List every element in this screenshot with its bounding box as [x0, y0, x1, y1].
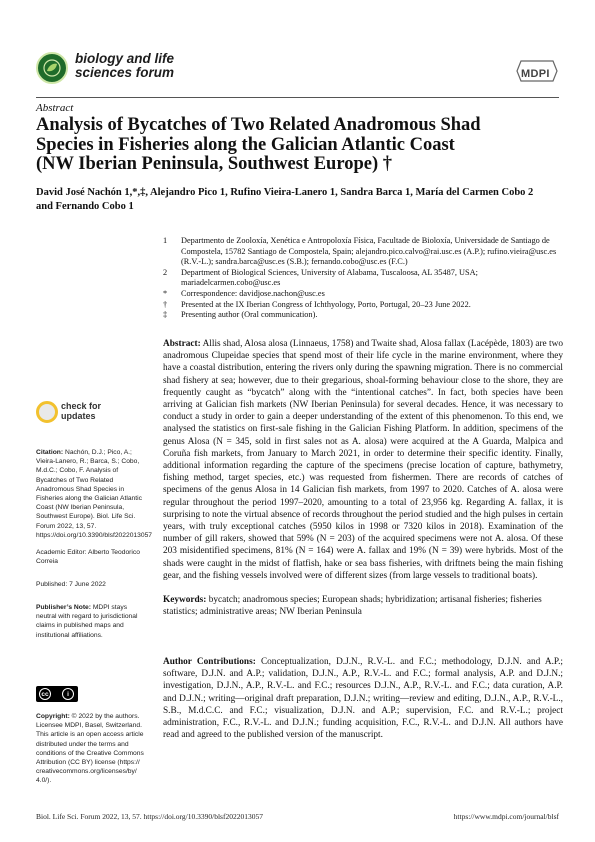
header-divider [36, 97, 559, 98]
attribution-icon: i [62, 688, 74, 700]
authors-line-1: David José Nachón 1,*,‡, Alejandro Pico 1, Rufino Vieira-Lanero 1, Sandra Barca 1, María del Carmen Cobo 2 [36, 187, 534, 198]
author-contributions [163, 656, 563, 741]
cc-by-license-badge[interactable] [36, 686, 78, 702]
affiliations [163, 236, 563, 321]
contributions-text: Conceptualization, D.J.N., R.V.-L. and F.C.; methodology, D.J.N. and A.P.; software, D.J.N. and A.P.; validation, D.J.N., A.P., R.V.-L. and F.C.; formal analysis, A.P. and D.J.N.; investigation, D.J.N., A.P., R.V.-L. and F.C.; resources D.J.N., A.P., R.V.-L. and F.C.; data curation, A.P. and D.J.N.; writing—original draft preparation, D.J.N.; writing—review and editing, D.J.N., A.P., R.V.-L., S.B., M.d.C.C. and F.C.; visualization, D.J.N. and A.P.; supervision, F.C. and R.V.-L.; project administration, F.C., R.V.-L. and D.J.N.; funding acquisition, F.C., R.V.-L. and D.J.N. All authors have read and agreed to the published version of the manuscript. [163, 657, 563, 741]
authors-line-2: and Fernando Cobo 1 [36, 201, 134, 212]
citation-text: Nachón, D.J.; Pico, A.; Vieira-Lanero, R.; Barca, S.; Cobo, M.d.C.; Cobo, F. Analysis of Bycatches of Two Related Anadromous Shad Species in Fisheries along the Galician Atlantic Coast (NW Iberian Peninsula, Southwest Europe). Biol. Life Sci. Forum 2022, 13, 57. https://doi.org/10.3390/blsf2022013057 [36, 449, 153, 539]
copyright [36, 712, 144, 786]
article-title: Analysis of Bycatches of Two Related Anadromous Shad Species in Fisheries along the Galician Atlantic Coast (NW Iberian Peninsula, Southwest Europe) † [36, 115, 481, 174]
check-updates-link[interactable]: check for updates [61, 401, 102, 421]
affiliation-mark: † [163, 299, 168, 309]
affiliation-mark: 2 [163, 267, 168, 277]
affiliation-mark: * [163, 288, 168, 298]
publisher-note-text: MDPI stays neutral with regard to jurisdictional claims in published maps and institutional affiliations. [36, 604, 138, 639]
keywords [163, 594, 563, 618]
affiliation-item [163, 300, 563, 311]
abstract [163, 338, 563, 582]
affiliation-item [163, 310, 563, 321]
affiliation-item [163, 236, 563, 268]
journal-name: biology and life sciences forum [75, 51, 175, 80]
academic-editor: Academic Editor: Alberto Teodorico Correia [36, 549, 140, 566]
affiliation-mark: 1 [163, 236, 168, 245]
publisher-note-label: Publisher’s Note: [36, 604, 91, 611]
keywords-label: Keywords: [163, 595, 207, 605]
abstract-text: Allis shad, Alosa alosa (Linnaeus, 1758) and Twaite shad, Alosa fallax (Lacépède, 1803) are two anadromous Clupeidae species that spend most of their life cycle in the marine environment, where they have a coastal distribution, entering the rivers only during the spawning migration. There is no commercial shad fishery at sea; however, due to their gregarious, shoal-forming behaviour close to the shore, they are frequently caught as “bycatch” along with the “intentional catches”. In fact, both species have been arriving at Galician fish markets (NW Iberian Peninsula) for several decades. Hence, it was necessary to conduct a study in order to gain a deeper understanding of the extent of this phenomenon. To this end, we analysed the statistics on first-sale fishing in the Galician Fishing Platform. In addition, specimens of the genus Alosa (N = 345, sold in first sales not as A. alosa) were acquired at the A Guarda, Malpica and Coruña fish markets, from January to March 2021, in order to determine their specific identity. Finally, additional information regarding the capture of the specimens (precise location of capture, bathymetry, fishing method, target species, etc.) was requested from fishermen. There are records of catches of specimens of the genus Alosa in 14 Galician fish markets, from 1997 to 2020. Catches of A. alosa were regular throughout the period 1997–2020, amounting to a total of 23,956 kg. Regarding A. fallax, it is surprising to note the virtual absence of records throughout the period studied and the high pulses in certain years, with truly exceptional catches (5950 kilos in 1998 or 7320 kilos in 2018). Examination of the number of gill rakers, showed that 59% (N = 203) of the acquired specimens were not A. alosa. Of these 203 misidentified specimens, 81% (N = 164) were A. fallax and 19% (N = 39) were hybrids. Most of the shads were caught in the midst of flatfish, hake or sea bass fisheries, with driftnets being the main fishing gear, and the fishing vessels involved were of different sizes (from large vessels to traditional boats). [163, 339, 563, 581]
publisher-note [36, 603, 144, 640]
copyright-text: © 2022 by the authors. Licensee MDPI, Basel, Switzerland. This article is an open access article distributed under the terms and conditions of the Creative Commons Attribution (CC BY) license (https:// creativecommons.org/licenses/by/ 4.0/). [36, 713, 144, 785]
citation [36, 448, 153, 540]
footer-citation: Biol. Life Sci. Forum 2022, 13, 57. https://doi.org/10.3390/blsf2022013057 [36, 812, 263, 821]
contributions-label: Author Contributions: [163, 657, 256, 667]
copyright-label: Copyright: [36, 713, 70, 720]
citation-label: Citation: [36, 449, 64, 456]
presenting-author-note: Presenting author (Oral communication). [181, 310, 318, 320]
affiliation-item [163, 268, 563, 289]
published-date: Published: 7 June 2022 [36, 581, 106, 588]
presented-note: Presented at the IX Iberian Congress of Ichthyology, Porto, Portugal, 20–23 June 2022. [181, 299, 471, 309]
affiliation-text: Departmento de Zooloxía, Xenética e Antropoloxía Física, Facultade de Bioloxía, Universidade de Santiago de Compostela, 15782 Santiago de Compostela, Spain; alejandro.pico.calvo@rai.usc.es (A.P.); rufino.vieira@usc.es (R.V.-L.); sandra.barca@usc.es (S.B.); fernando.cobo@usc.es (F.C.) [181, 236, 557, 267]
affiliation-item [163, 289, 563, 300]
leaf-icon [42, 58, 62, 78]
abstract-label: Abstract: [163, 339, 201, 349]
article-type: Abstract [36, 102, 74, 114]
check-updates-icon[interactable] [36, 401, 58, 423]
affiliation-mark: ‡ [163, 310, 168, 320]
journal-url-link[interactable]: https://www.mdpi.com/journal/blsf [453, 812, 559, 821]
publisher-logo: MDPI [521, 68, 550, 80]
affiliation-text: Department of Biological Sciences, University of Alabama, Tuscaloosa, AL 35487, USA; mariadelcarmen.cobo@usc.es [181, 267, 478, 288]
correspondence-text: Correspondence: davidjose.nachon@usc.es [181, 288, 325, 298]
cc-icon: cc [39, 688, 51, 700]
author-list [36, 186, 566, 214]
journal-logo [36, 52, 68, 84]
keywords-text: bycatch; anadromous species; European shads; hybridization; artisanal fisheries; fisheries statistics; administrative areas; NW Iberian Peninsula [163, 595, 542, 618]
